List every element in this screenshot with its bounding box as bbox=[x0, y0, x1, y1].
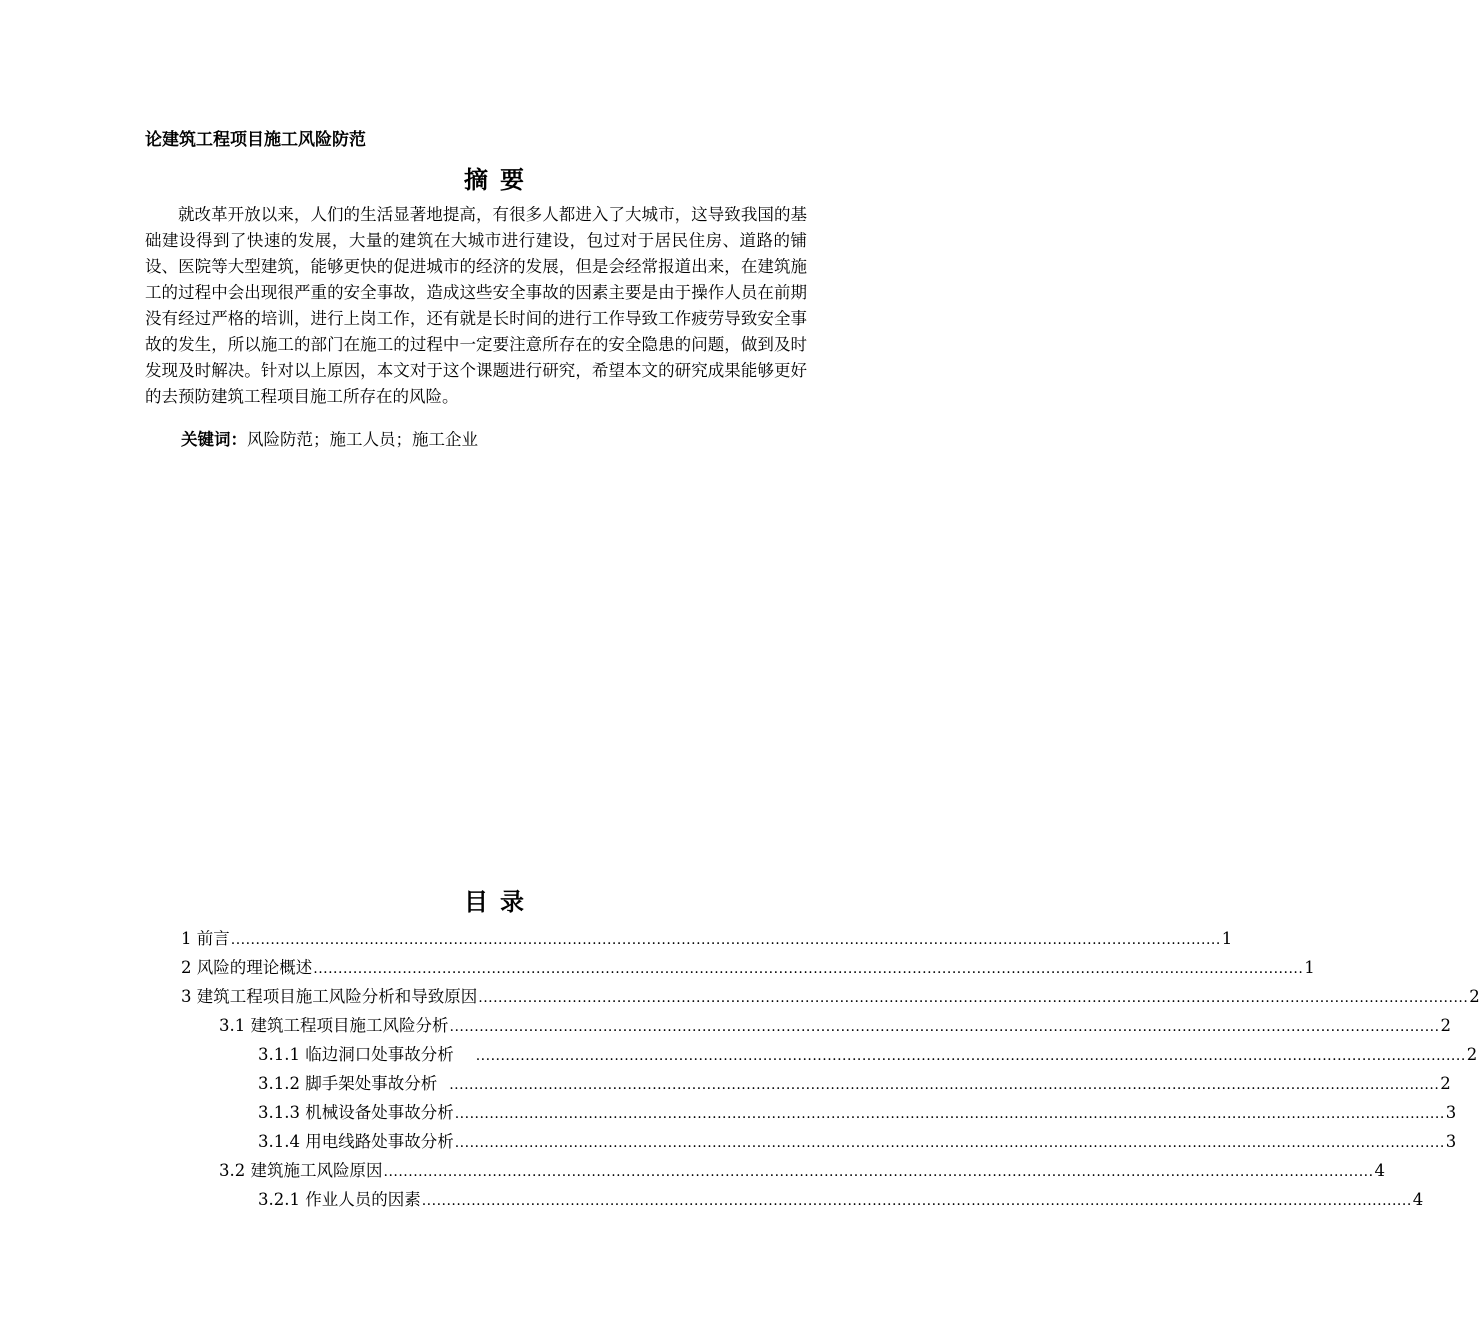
toc-entry-label: 3.1.3 机械设备处事故分析 bbox=[258, 1103, 454, 1122]
toc-entry-label: 2 风险的理论概述 bbox=[181, 958, 313, 977]
toc-leader-dots: ........................................................................................................................................................................................................ bbox=[449, 1077, 1440, 1093]
abstract-heading: 摘要 bbox=[464, 165, 536, 194]
toc-entry[interactable] bbox=[258, 1185, 1424, 1214]
toc-entry[interactable] bbox=[219, 1011, 1452, 1040]
toc-leader-dots: ........................................................................................................................................................................................................ bbox=[313, 961, 1304, 977]
toc-entry-label: 1 前言 bbox=[181, 929, 230, 948]
toc-leader-dots: ........................................................................................................................................................................................................ bbox=[475, 1048, 1466, 1064]
toc-entry-label: 3 建筑工程项目施工风险分析和导致原因 bbox=[181, 987, 478, 1006]
toc-entry-label: 3.2 建筑施工风险原因 bbox=[219, 1161, 383, 1180]
toc-entry-page: 3 bbox=[1445, 1103, 1457, 1122]
toc-entry[interactable] bbox=[181, 982, 1480, 1011]
toc-entry-page: 1 bbox=[1304, 958, 1315, 977]
keywords-label: 关键词： bbox=[181, 430, 247, 449]
toc-entry-label: 3.1.4 用电线路处事故分析 bbox=[258, 1132, 454, 1151]
toc-entry-page: 3 bbox=[1445, 1132, 1457, 1151]
toc-entry[interactable] bbox=[258, 1069, 1451, 1098]
toc-entry-page: 2 bbox=[1469, 987, 1480, 1006]
toc-leader-dots: ........................................................................................................................................................................................................ bbox=[230, 932, 1221, 948]
toc-entry-page: 4 bbox=[1374, 1161, 1386, 1180]
toc-leader-dots: ........................................................................................................................................................................................................ bbox=[449, 1019, 1440, 1035]
toc-entry-label: 3.1.2 脚手架处事故分析 bbox=[258, 1074, 438, 1093]
toc-entry[interactable] bbox=[258, 1040, 1478, 1069]
toc-entry-page: 4 bbox=[1412, 1190, 1424, 1209]
toc-entry[interactable] bbox=[258, 1098, 1457, 1127]
toc-leader-dots: ........................................................................................................................................................................................................ bbox=[478, 990, 1469, 1006]
toc-entry-page: 2 bbox=[1440, 1074, 1451, 1093]
toc-entry[interactable] bbox=[181, 924, 1233, 953]
toc-heading: 目录 bbox=[464, 887, 536, 916]
keywords-line bbox=[181, 427, 478, 453]
keywords-text: 风险防范；施工人员；施工企业 bbox=[247, 430, 478, 449]
toc-entry-label: 3.1 建筑工程项目施工风险分析 bbox=[219, 1016, 449, 1035]
toc-leader-dots: ........................................................................................................................................................................................................ bbox=[383, 1164, 1374, 1180]
toc-entry-label: 3.1.1 临边洞口处事故分析 bbox=[258, 1045, 454, 1064]
toc-entry-page: 2 bbox=[1466, 1045, 1478, 1064]
toc-entry[interactable] bbox=[181, 953, 1315, 982]
toc-leader-dots: ........................................................................................................................................................................................................ bbox=[454, 1106, 1445, 1122]
toc-entry-label: 3.2.1 作业人员的因素 bbox=[258, 1190, 421, 1209]
toc-leader-dots: ........................................................................................................................................................................................................ bbox=[421, 1193, 1412, 1209]
toc-entry[interactable] bbox=[258, 1127, 1457, 1156]
document-title: 论建筑工程项目施工风险防范 bbox=[145, 130, 366, 150]
toc-entry-page: 1 bbox=[1221, 929, 1233, 948]
abstract-text: 就改革开放以来，人们的生活显著地提高，有很多人都进入了大城市，这导致我国的基础建设得到了快速的发展，大量的建筑在大城市进行建设，包过对于居民住房、道路的铺设、医院等大型建筑，能够更快的促进城市的经济的发展，但是会经常报道出来，在建筑施工的过程中会出现很严重的安全事故，造成这些安全事故的因素主要是由于操作人员在前期没有经过严格的培训，进行上岗工作，还有就是长时间的进行工作导致工作疲劳导致安全事故的发生，所以施工的部门在施工的过程中一定要注意所存在的安全隐患的问题，做到及时发现及时解决。针对以上原因，本文对于这个课题进行研究，希望本文的研究成果能够更好的去预防建筑工程项目施工所存在的风险。 bbox=[145, 205, 807, 406]
toc-entry-page: 2 bbox=[1440, 1016, 1452, 1035]
toc-entry[interactable] bbox=[219, 1156, 1386, 1185]
toc-leader-dots: ........................................................................................................................................................................................................ bbox=[454, 1135, 1445, 1151]
